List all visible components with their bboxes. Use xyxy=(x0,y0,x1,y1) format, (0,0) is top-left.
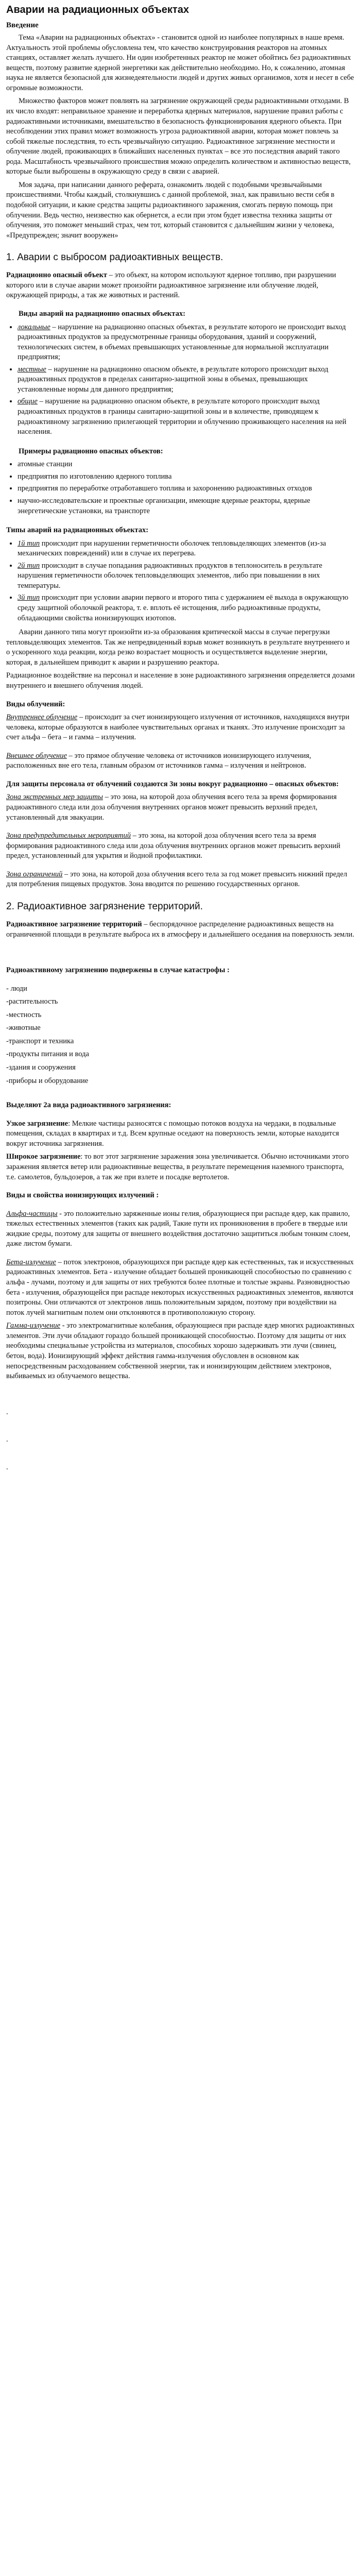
list-item: • 3й тип происходит при условии аварии первого и второго типа с удержанием её выхода в окружающую среду защитной оболочкой реактора, т. е. вплоть её истощения, либо радиоактивные продукты, обладающими свойства ионизирующих изотопов. xyxy=(18,593,355,623)
zones2-heading: Выделяют 2а вида радиоактивного загрязнения: xyxy=(6,1101,171,1110)
zones2-narrow: Узкое загрязнение: Мелкие частицы разносятся с помощью потоков воздуха на чердаки, в подвальные помещения, складах в квартирах и т.д. Всем крупные оседают на поверхность земли, которые находится вокруг источника загрязнения. xyxy=(6,1119,339,1148)
accidents-list xyxy=(6,539,355,624)
list-item: • локальные – нарушение на радиационно опасных объектах, в результате которого не происходит выход радиоактивных продуктов за предусмотренные границы оборудования, зданий и сооружений, технологических систем, в объемах превышающих установленные для нормальной эксплуатации предприятия; xyxy=(18,323,355,363)
trailing-dot: . xyxy=(6,1408,8,1416)
examples-heading: Примеры радиационно опасных объектов: xyxy=(19,447,163,455)
zone-emergency: Зона экстренных мер защиты – это зона, на которой доза облучения всего тела за время формирования радиоактивного следа или доза облучения внутренних органов может превысить верхний предел, установленный для эвакуации. xyxy=(6,793,337,822)
list-item: -животные xyxy=(6,1024,41,1032)
list-item: • местные – нарушение на радиационно опасном объекте, в результате которого происходит выход радиоактивных продуктов в пределах санитарно-защитной зоны в объемах, превышающих установленные нормы для данного предприятия; xyxy=(18,365,355,395)
list-item: - люди xyxy=(6,984,27,993)
list-item: -растительность xyxy=(6,997,58,1006)
territory-paragraph: Радиоактивное загрязнение территорий – беспорядочное распределение радиоактивных веществ на ограниченной площади в результате выброса их в атмосферу и дальнейшего оседания на поверхность земли. xyxy=(6,920,354,939)
list-item: -здания и сооружения xyxy=(6,1063,76,1072)
list-item: • предприятия по переработке отработавшего топлива и захоронению радиоактивных отходов xyxy=(18,484,355,494)
section-2-title: 2. Радиоактивное загрязнение территорий. xyxy=(6,901,203,912)
list-item: • предприятия по изготовлению ядерного топлива xyxy=(18,472,355,482)
radiation-gamma: Гамма-излучение - это электромагнитные колебания, образующиеся при распаде ядер многих радиоактивных элементов. Эти лучи обладают гораздо большей проникающей способностью. Поэтому для защиты от них необходимы специальные устройства из материалов, способных хорошо задерживать эти лучи (свинец, бетон, вода). Ионизирующий эффект действия гамма-излучения обусловлен в основном как непосредственным расходованием собственной энергии, так и ионизирующим действием электронов, выбиваемых из облучаемого вещества. xyxy=(6,1321,355,1381)
list-item: • 2й тип происходит в случае попадания радиоактивных продуктов в теплоноситель в результате нарушения герметичности оболочек тепловыделяющих элементов, либо при повышении в них температуры. xyxy=(18,561,355,591)
accidents-tail-2: Радиационное воздействие на персонал и население в зоне радиоактивного загрязнения определяется дозами внутреннего и внешнего облучения людей. xyxy=(6,671,355,690)
list-item: -транспорт и техника xyxy=(6,1037,74,1045)
types-list xyxy=(6,323,355,437)
intro-paragraph-1: Тема «Аварии на радиационных объектах» - становится одной из наиболее популярных в наше время. Актуальность этой проблемы обусловлена тем, что качество конструирования реакторов на атомных станциях, оставляет желать лучшего. Ни один изобретенных реактор не может обойтись без радиоактивных веществ, поэтому развитие ядерной энергетики как действительно необходимо. Но, к сожалению, атомная наука не является безопасной для жизнедеятельности людей и других живых организмов, хотя и несет в себе огромные возможности. xyxy=(6,33,354,92)
subject-list xyxy=(6,984,355,1087)
zone-preventive: Зона предупредительных мероприятий – это зона, на которой доза облучения всего тела за время формирования радиоактивного следа или доза облучения внутренних органов может превысить верхний предел, установленный для укрытия и йодной профилактики. xyxy=(6,832,340,860)
trailing-dot: . xyxy=(6,1435,8,1444)
list-item: • общие – нарушение на радиационно опасном объекте, в результате которого происходит выход радиоактивных продуктов в границы санитарно-защитной зоны и в количестве, приводящем к радиоактивному загрязнению прилегающей территории и облучению проживающего населения на ней населения. xyxy=(18,397,355,437)
zone-restriction: Зона ограничений – это зона, на которой доза облучения всего тела за год может превысить нижний предел для потребления пищевых продуктов. Зона вводится по решению государственных органов. xyxy=(6,870,348,889)
intro-heading: Введение xyxy=(6,21,39,29)
subject-heading: Радиоактивному загрязнению подвержены в случае катастрофы : xyxy=(6,966,230,975)
definition-text: – это объект, на котором используют ядерное топливо, при разрушении которого или в случае аварии может произойти радиоактивное загрязнение или облучение людей, окружающей природы, а так же животных и растений. xyxy=(6,271,336,300)
examples-list xyxy=(6,460,355,516)
irradiation-heading: Виды облучений: xyxy=(6,700,65,708)
types-heading: Виды аварий на радиационно опасных объектах: xyxy=(19,309,185,318)
radiation-beta: Бета-излучение – поток электронов, образующихся при распаде ядер как естественных, так и искусственных радиоактивных элементов. Бета - излучение обладает большей проникающей способностью по сравнению с альфа - лучами, поэтому и для защиты от них требуются более плотные и толстые экраны. Разновидностью бета - излучения, образующейся при распаде некоторых искусственных радиоактивных элементов, являются позитроны. Они отличаются от электронов лишь положительным зарядом, поэтому при воздействии на поток лучей магнитным полем они отклоняются в противоположную сторону. xyxy=(6,1258,354,1317)
territory-term: Радиоактивное загрязнение территорий xyxy=(6,920,142,928)
zones-heading: Для защиты персонала от облучений создаются 3и зоны вокруг радиационно – опасных объектов: xyxy=(6,779,339,788)
list-item: • научно-исследовательские и проектные организации, имеющие ядерные реакторы, ядерные энергетические установки, на транспорте xyxy=(18,496,355,516)
list-item: -приборы и оборудование xyxy=(6,1076,89,1085)
accidents-heading: Типы аварий на радиационных объектах: xyxy=(6,526,149,535)
list-item: -местность xyxy=(6,1010,42,1019)
list-item: • 1й тип происходит при нарушении герметичности оболочек тепловыделяющих элементов (из-за механических повреждений) или в случае их перегрева. xyxy=(18,539,355,559)
intro-paragraph-2: Множество факторов может повлиять на загрязнение окружающей среды радиоактивными отходами. В их число входят: неправильное хранение и переработка ядерных материалов, нарушение правил работы с радиоактивными источниками, вмешательство в безопасность функционирования ядерного объекта. При несоблюдении этих правил может возможность угроза радиоактивной аварии, которая может повлечь за собой тяжелые последствия, то есть чрезвычайную ситуацию. Радиоактивное загрязнение местности и облучение людей, проживающих в ближайших населенных пунктах – все это последствия аварий такого рода. Масштабность чрезвычайного происшествия можно определить количеством и активностью веществ, которые были выброшены в окружающую среду в связи с аварией. xyxy=(6,97,351,176)
radiation-alpha: Альфа-частицы - это положительно заряженные ионы гелия, образующиеся при распаде ядер, как правило, тяжелых естественных элементов (таких как радий, Такие пути их проникновения в пробеге в твердые или жидкие среды, поэтому для защиты от внешнего воздействия достаточно защититься любым тонким слоем, даже листом бумаги. xyxy=(6,1209,351,1248)
list-item: -продукты питания и вода xyxy=(6,1050,89,1059)
trailing-dot: . xyxy=(6,1463,8,1471)
definition-paragraph xyxy=(6,270,355,301)
page-title: Аварии на радиационных объектах xyxy=(6,4,189,15)
accidents-tail-1: Аварии данного типа могут произойти из-за образования критической массы в случае перегрузки тепловыделяющих элементов. Так же непредвиденный взрыв может возникнуть в результате внутреннего и о ускоренного хода реакции, когда резко возрастает мощность и осуществляется выделение энергии, которая, в дальнейшем приводит к аварии и разрушению реактора. xyxy=(6,628,350,667)
irradiation-internal: Внутреннее облучение – происходит за счет ионизирующего излучения от источников, находящихся внутри человека, которые образуются в наиболее чувствительных органах и тканях. Это излучение происходит за счет альфа – бета – и гамма – излучения. xyxy=(6,713,350,742)
definition-term: Радиационно опасный объект xyxy=(6,271,108,280)
list-item: • атомные станции xyxy=(18,460,355,470)
intro-paragraph-3: Моя задача, при написании данного реферата, ознакомить людей с подобными чрезвычайными происшествиями. Чтобы каждый, столкнувшись с данной проблемой, знал, как правильно вести себя в подобной ситуации, и какие средства защиты радиоактивного заражения, смогать первую помощь при облучении. Ведь честно, неизвестно как обернется, а если при этом будет известна техника защиты от облучения, это поможет меньший страх, чем тот, который становится с дальнейшим жизни у человека, «Предупрежден; значит вооружен» xyxy=(6,180,335,240)
irradiation-external: Внешнее облучение – это прямое облучение человека от источников ионизирующего излучения, расположенных вне его тела, главным образом от источников гамма – излучения и нейтронов. xyxy=(6,751,312,770)
section-1-title: 1. Аварии с выбросом радиоактивных веществ. xyxy=(6,252,224,263)
zones2-wide: Широкое загрязнение: то вот этот загрязнение заражения зона увеличивается. Обычно источниками этого заражения является ветер или радиоактивные вещества, в результате перемещения наземного транспорта, т.е. самолетов, бульдозеров, а так же при взлете и посадке вертолетов. xyxy=(6,1153,349,1181)
radiation-heading: Виды и свойства ионизирующих излучений : xyxy=(6,1191,159,1200)
